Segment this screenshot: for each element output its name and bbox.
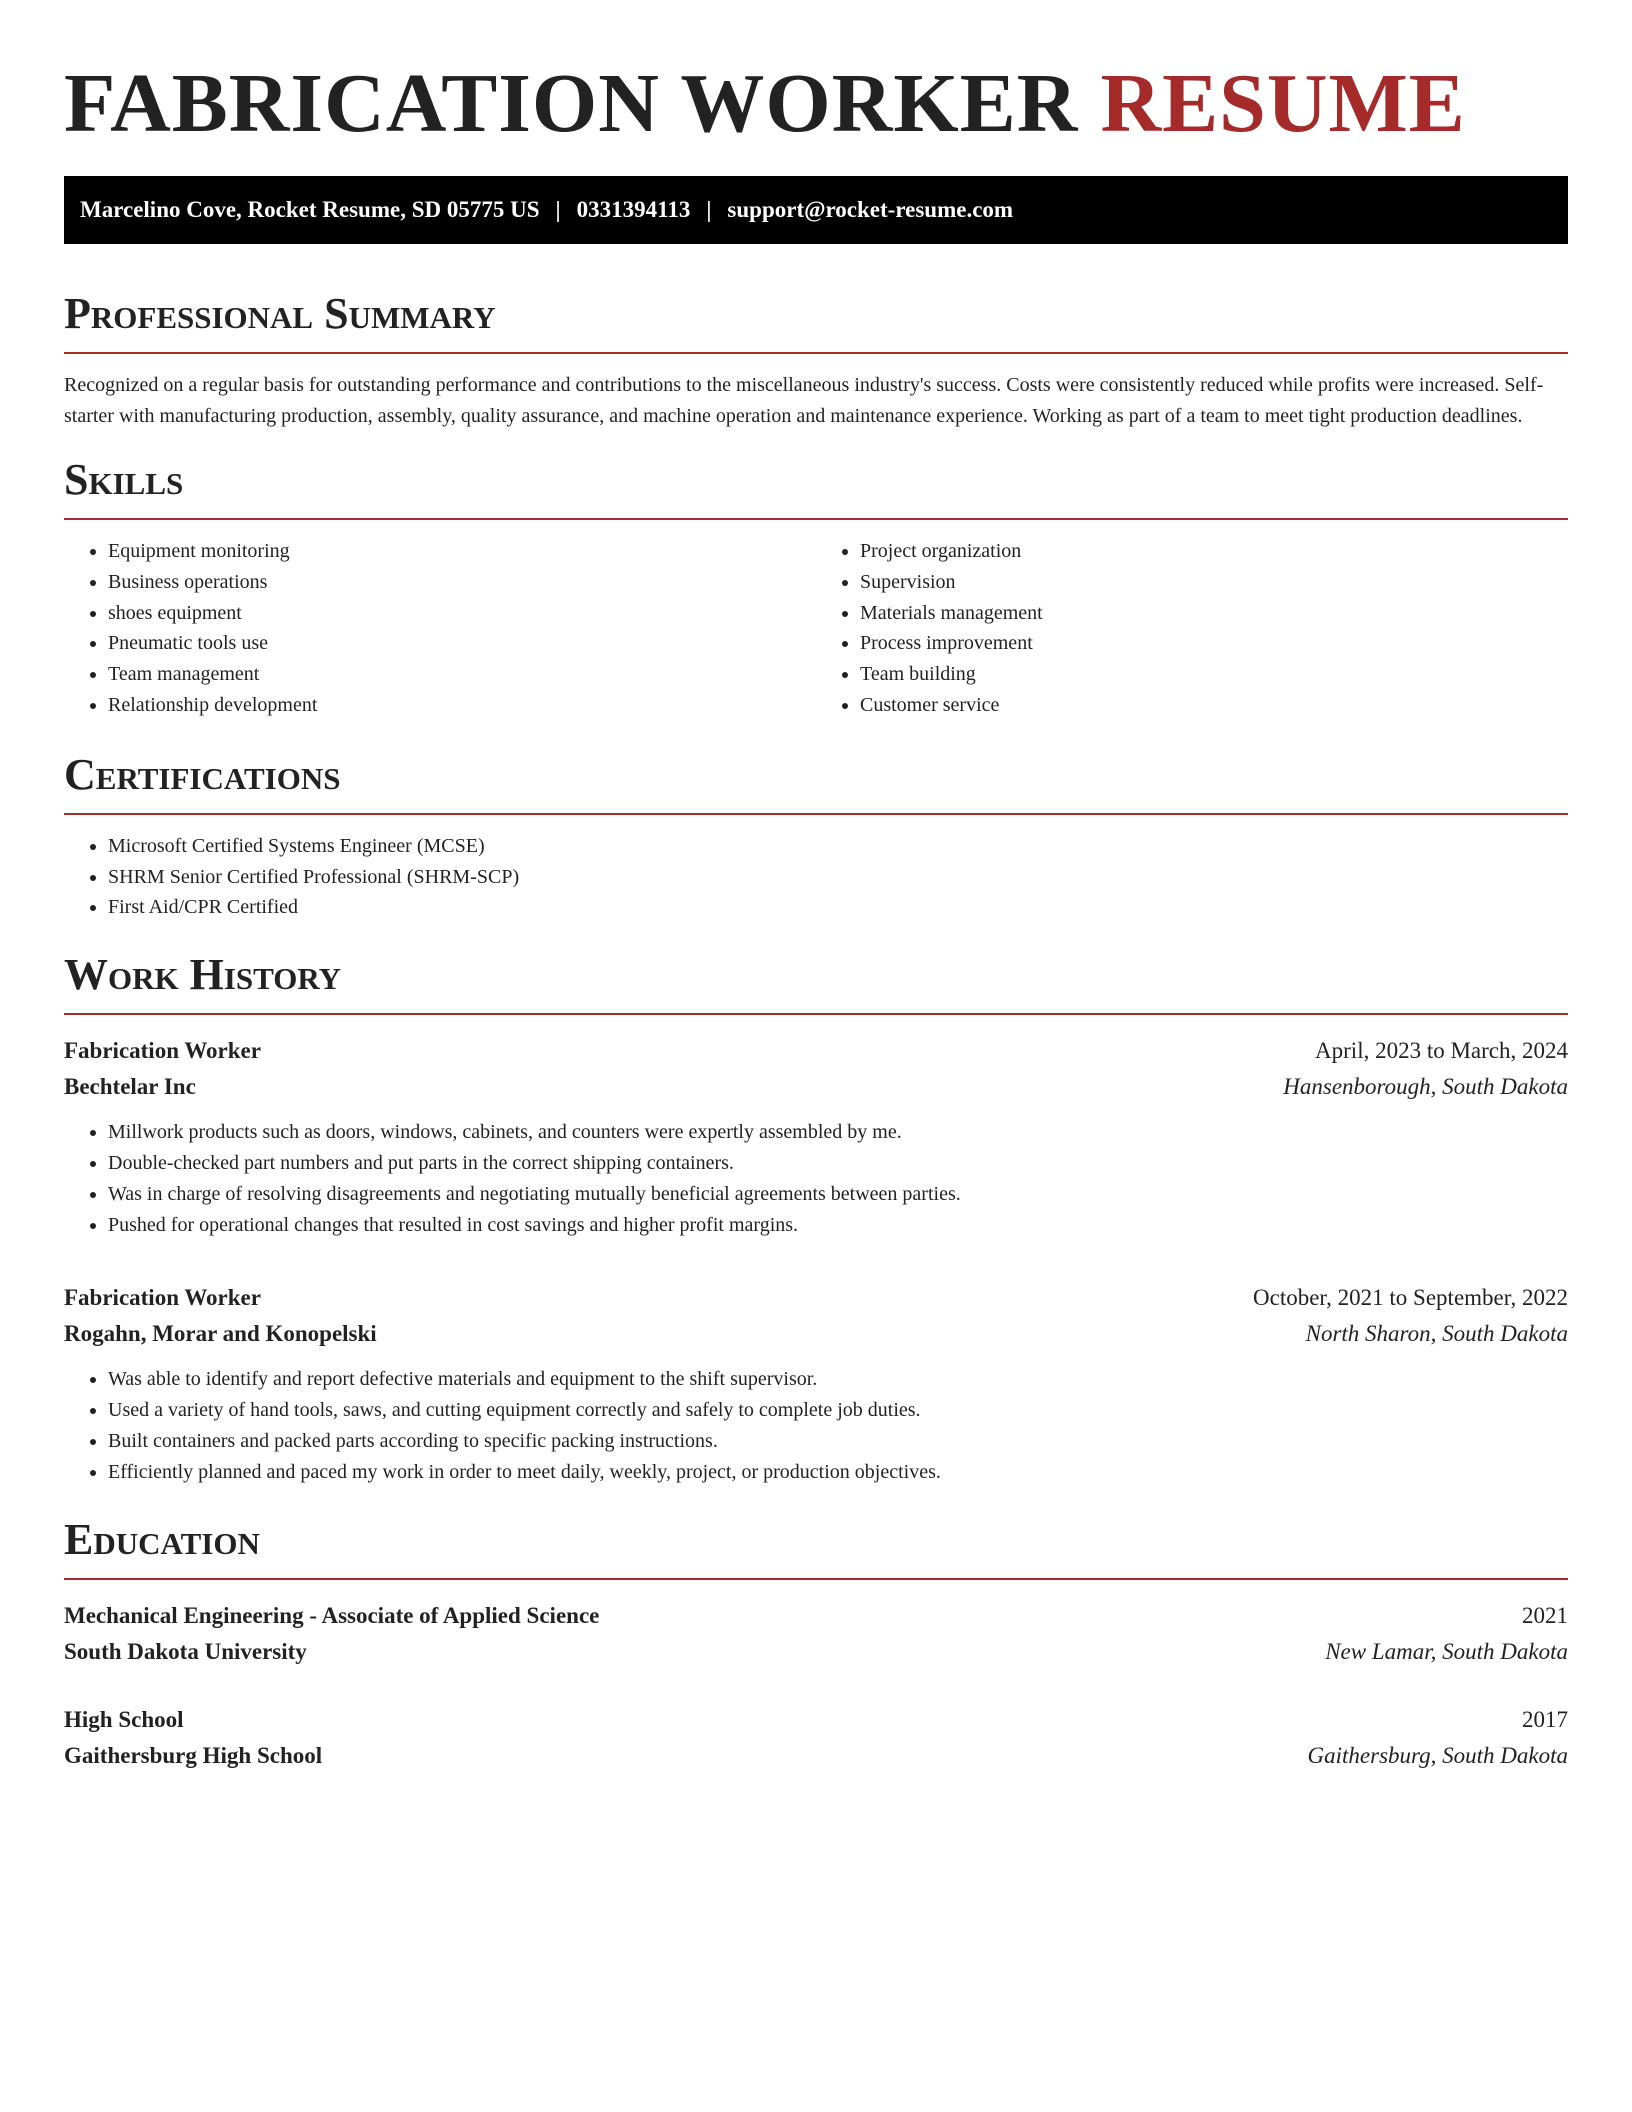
summary-text: Recognized on a regular basis for outstanding performance and contributions to the miscellaneous industry's success. Costs were consistently reduced while profits were increased. Self-starter with manufacturing production, assembly, quality assurance, and machine operation and maintenance experience. Working as part of a team to meet tight production deadlines. [64, 374, 1544, 427]
education-entry [64, 1702, 1568, 1774]
job-company: Bechtelar Inc [64, 1074, 196, 1100]
education-year: 2021 [1522, 1602, 1568, 1628]
skill-item: • Supervision [860, 567, 1568, 598]
job-location: Hansenborough, South Dakota [1283, 1074, 1568, 1100]
education-location: Gaithersburg, South Dakota [1307, 1742, 1568, 1768]
education-year: 2017 [1522, 1706, 1568, 1732]
skills-heading: Skills [64, 454, 1568, 520]
skill-item: • Relationship development [108, 690, 816, 721]
contact-separator: | [706, 197, 712, 222]
job-duty-item: • Was able to identify and report defective materials and equipment to the shift supervisor. [108, 1364, 1568, 1395]
summary-heading: Professional Summary [64, 288, 1568, 354]
skills-list-right [816, 536, 1568, 721]
education-section [64, 1514, 1568, 1774]
education-location: New Lamar, South Dakota [1325, 1638, 1568, 1664]
job-duty-item: • Used a variety of hand tools, saws, and cutting equipment correctly and safely to complete job duties. [108, 1395, 1568, 1426]
certification-item: • SHRM Senior Certified Professional (SHRM-SCP) [108, 862, 1568, 893]
skill-item: • Process improvement [860, 628, 1568, 659]
job-duty-item: • Efficiently planned and paced my work in order to meet daily, weekly, project, or production objectives. [108, 1457, 1568, 1488]
job-entry [64, 1280, 1568, 1487]
skill-item: • Pneumatic tools use [108, 628, 816, 659]
certification-item: • First Aid/CPR Certified [108, 892, 1568, 923]
certification-item: • Microsoft Certified Systems Engineer (MCSE) [108, 831, 1568, 862]
skill-item: • Team building [860, 659, 1568, 690]
contact-email-link[interactable]: support@rocket-resume.com [727, 197, 1014, 222]
skills-list-left [64, 536, 816, 721]
skill-item: • shoes equipment [108, 598, 816, 629]
education-degree: Mechanical Engineering - Associate of Applied Science [64, 1602, 600, 1628]
job-duty-item: • Built containers and packed parts according to specific packing instructions. [108, 1426, 1568, 1457]
job-location: North Sharon, South Dakota [1305, 1321, 1568, 1347]
skill-item: • Equipment monitoring [108, 536, 816, 567]
job-dates: October, 2021 to September, 2022 [1253, 1285, 1568, 1311]
job-duty-item: • Was in charge of resolving disagreements and negotiating mutually beneficial agreements between parties. [108, 1179, 1568, 1210]
certifications-list [64, 831, 1568, 923]
skill-item: • Materials management [860, 598, 1568, 629]
contact-bar [64, 176, 1568, 244]
job-company: Rogahn, Morar and Konopelski [64, 1321, 377, 1347]
skill-item: • Project organization [860, 536, 1568, 567]
education-school: South Dakota University [64, 1638, 307, 1664]
skills-grid [64, 536, 1568, 721]
job-duty-item: • Double-checked part numbers and put parts in the correct shipping containers. [108, 1148, 1568, 1179]
contact-separator: | [555, 197, 561, 222]
resume-title [64, 56, 1568, 152]
education-school: Gaithersburg High School [64, 1742, 323, 1768]
job-title: Fabrication Worker [64, 1038, 261, 1064]
education-heading: Education [64, 1514, 1568, 1580]
education-degree: High School [64, 1706, 184, 1732]
title-accent: RESUME [1100, 57, 1466, 150]
job-duty-item: • Pushed for operational changes that resulted in cost savings and higher profit margins. [108, 1210, 1568, 1241]
skill-item: • Business operations [108, 567, 816, 598]
contact-address: Marcelino Cove, Rocket Resume, SD 05775 US [80, 197, 540, 222]
certifications-heading: Certifications [64, 749, 1568, 815]
job-entry [64, 1033, 1568, 1240]
work-history-heading: Work History [64, 949, 1568, 1015]
skill-item: • Customer service [860, 690, 1568, 721]
job-duty-item: • Millwork products such as doors, windows, cabinets, and counters were expertly assembled by me. [108, 1117, 1568, 1148]
title-main: FABRICATION WORKER [64, 57, 1079, 150]
job-title: Fabrication Worker [64, 1285, 261, 1311]
skill-item: • Team management [108, 659, 816, 690]
contact-phone[interactable]: 0331394113 [576, 197, 691, 222]
job-dates: April, 2023 to March, 2024 [1315, 1038, 1568, 1064]
job-duties-list [64, 1117, 1568, 1240]
job-duties-list [64, 1364, 1568, 1487]
education-entry [64, 1598, 1568, 1670]
